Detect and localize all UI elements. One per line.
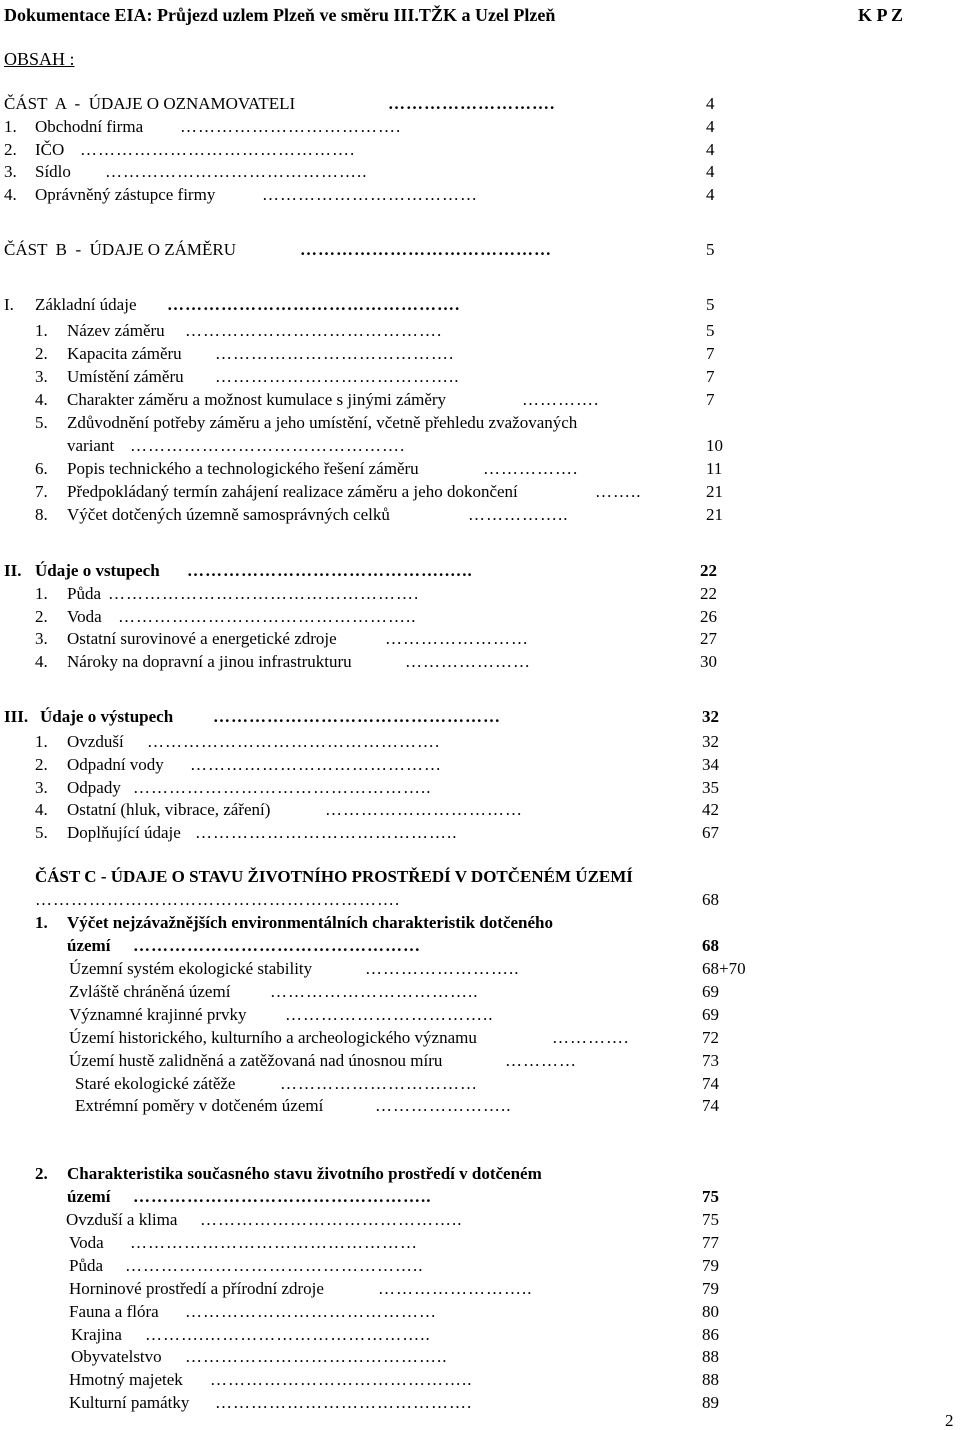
toc-num: 7. (35, 482, 48, 501)
toc-page: 77 (702, 1233, 719, 1252)
section-zakladni-udaje[interactable]: Základní údaje (35, 295, 137, 314)
section-udaje-o-vstupech[interactable]: Údaje o vstupech (35, 561, 160, 580)
toc-num: 3. (35, 629, 48, 648)
toc-page: 7 (706, 344, 715, 363)
toc-entry-zduvodneni-cont[interactable]: variant (67, 436, 115, 455)
toc-entry-umisteni-zameru[interactable]: Umístění záměru (67, 367, 184, 386)
dot-leader: ……………………………………………. (108, 585, 420, 602)
part-b-heading[interactable]: ČÁST B - ÚDAJE O ZÁMĚRU (4, 240, 237, 259)
toc-num: 1. (35, 584, 48, 603)
toc-entry-vycet-celku[interactable]: Výčet dotčených územně samosprávných celků (67, 505, 390, 524)
toc-entry-ovzdusi-a-klima[interactable]: Ovzduší a klima (66, 1210, 178, 1229)
toc-entry-horninove-prostredi[interactable]: Horninové prostředí a přírodní zdroje (69, 1279, 324, 1298)
dot-leader: …………. (522, 391, 600, 408)
toc-entry-popis-reseni[interactable]: Popis technického a technologického řešení záměru (67, 459, 419, 478)
toc-entry-sidlo[interactable]: Sídlo (35, 162, 71, 181)
toc-page: 21 (706, 482, 723, 501)
toc-entry-termin[interactable]: Předpokládaný termín zahájení realizace záměru a jeho dokončení (67, 482, 518, 501)
toc-page: 42 (702, 800, 719, 819)
dot-leader: …………………………………………. (147, 733, 441, 750)
dot-leader: …………………………………….. (200, 1211, 463, 1228)
toc-entry-hmotny-majetek[interactable]: Hmotný majetek (69, 1370, 183, 1389)
toc-entry-surovinove-zdroje[interactable]: Ostatní surovinové a energetické zdroje (67, 629, 337, 648)
toc-num: 2. (35, 755, 48, 774)
dot-leader: ………………………. (388, 95, 556, 112)
toc-entry-stare-zateze[interactable]: Staré ekologické zátěže (75, 1074, 236, 1093)
toc-entry-naroky-infrastruktura[interactable]: Nároky na dopravní a jinou infrastrukturu (67, 652, 352, 671)
dot-leader: ………………………………………….. (133, 1188, 432, 1205)
toc-page: 35 (702, 778, 719, 797)
toc-entry-voda[interactable]: Voda (67, 607, 102, 626)
toc-num: 2. (35, 344, 48, 363)
toc-page: 89 (702, 1393, 719, 1412)
section-page: 5 (706, 295, 715, 314)
section-charakteristika-stavu-cont[interactable]: území (67, 1187, 111, 1206)
dot-leader: ……………………………………………………. (35, 891, 401, 908)
toc-page: 7 (706, 367, 715, 386)
toc-entry-extremni-pomery[interactable]: Extrémní poměry v dotčeném území (75, 1096, 324, 1115)
toc-page: 74 (702, 1096, 719, 1115)
toc-num: 4. (35, 390, 48, 409)
section-page: 75 (702, 1187, 719, 1206)
toc-page: 27 (700, 629, 717, 648)
toc-page: 10 (706, 436, 723, 455)
section-num: III. (4, 707, 29, 726)
dot-leader: …………………………………….. (210, 1371, 473, 1388)
dot-leader: …………. (552, 1029, 630, 1046)
toc-page: 69 (702, 982, 719, 1001)
dot-leader: ………………………………………… (213, 708, 501, 725)
section-page: 68 (702, 936, 719, 955)
dot-leader: ………………………………. (180, 118, 402, 135)
section-vycet-charakteristik-cont[interactable]: území (67, 936, 111, 955)
dot-leader: ………………….. (375, 1097, 512, 1114)
toc-entry-obchodni-firma[interactable]: Obchodní firma (35, 117, 144, 136)
toc-num: 4. (4, 185, 17, 204)
toc-page: 79 (702, 1256, 719, 1275)
toc-entry-puda[interactable]: Půda (67, 584, 101, 603)
toc-entry-husté-zalidnena[interactable]: Území hustě zalidněná a zatěžovaná nad únosnou míru (69, 1051, 443, 1070)
part-b-page: 5 (706, 240, 715, 259)
toc-entry-historicke-uzemi[interactable]: Území historického, kulturního a archeologického významu (69, 1028, 477, 1047)
toc-page: 4 (706, 140, 715, 159)
document-title: Dokumentace EIA: Průjezd uzlem Plzeň ve směru III.TŽK a Uzel Plzeň (4, 5, 556, 25)
part-a-page: 4 (706, 94, 715, 113)
toc-heading: OBSAH : (4, 49, 75, 69)
dot-leader: ………… (505, 1052, 577, 1069)
toc-page: 72 (702, 1028, 719, 1047)
toc-entry-opravneny-zastupce[interactable]: Oprávněný zástupce firmy (35, 185, 216, 204)
dot-leader: …….. (595, 483, 642, 500)
toc-page: 69 (702, 1005, 719, 1024)
dot-leader: …………………………………….. (185, 1348, 448, 1365)
toc-page: 26 (700, 607, 717, 626)
toc-entry-kulturni-pamatky[interactable]: Kulturní památky (69, 1393, 190, 1412)
section-page: 32 (702, 707, 719, 726)
toc-page: 88 (702, 1347, 719, 1366)
dot-leader: …………………………… (280, 1075, 478, 1092)
toc-page: 75 (702, 1210, 719, 1229)
dot-leader: ……………………………………. (185, 322, 443, 339)
toc-page: 11 (706, 459, 723, 478)
toc-num: 2. (35, 607, 48, 626)
dot-leader: ……………………………………. (215, 1394, 473, 1411)
section-num: 2. (35, 1164, 48, 1183)
dot-leader: ………………………………………. (130, 437, 406, 454)
dot-leader: …………………………………… (300, 241, 552, 258)
toc-entry-ovzdusi[interactable]: Ovzduší (67, 732, 124, 751)
dot-leader: ………………………………………….. (118, 608, 417, 625)
toc-entry-nazev-zameru[interactable]: Název záměru (67, 321, 165, 340)
toc-page: 21 (706, 505, 723, 524)
toc-num: 3. (4, 162, 17, 181)
toc-entry-puda[interactable]: Půda (69, 1256, 103, 1275)
toc-page: 4 (706, 185, 715, 204)
toc-page: 30 (700, 652, 717, 671)
toc-page: 79 (702, 1279, 719, 1298)
toc-num: 4. (35, 800, 48, 819)
dot-leader: …………………………….. (285, 1006, 494, 1023)
toc-entry-ico[interactable]: IČO (35, 140, 65, 159)
section-num: II. (4, 561, 22, 580)
dot-leader: …………………………….. (270, 983, 479, 1000)
toc-num: 3. (35, 778, 48, 797)
section-charakteristika-stavu[interactable]: Charakteristika současného stavu životního prostředí v dotčeném (67, 1164, 542, 1183)
toc-entry-krajina[interactable]: Krajina (71, 1325, 122, 1344)
dot-leader: …………………………………….. (195, 824, 458, 841)
dot-leader: ……………. (483, 460, 579, 477)
dot-leader: …………………………………….. (105, 163, 368, 180)
toc-num: 5. (35, 413, 48, 432)
toc-page: 7 (706, 390, 715, 409)
part-a-heading[interactable]: ČÁST A - ÚDAJE O OZNAMOVATELI (4, 94, 296, 113)
toc-page: 86 (702, 1325, 719, 1344)
section-num: I. (4, 295, 14, 314)
toc-page: 68+70 (702, 959, 746, 978)
toc-entry-uses[interactable]: Územní systém ekologické stability (69, 959, 313, 978)
toc-entry-hluk-vibrace[interactable]: Ostatní (hluk, vibrace, záření) (67, 800, 271, 819)
toc-num: 1. (35, 732, 48, 751)
dot-leader: ……….……………………………….. (145, 1326, 431, 1343)
toc-entry-fauna-a-flora[interactable]: Fauna a flóra (69, 1302, 159, 1321)
toc-page: 67 (702, 823, 719, 842)
toc-page: 74 (702, 1074, 719, 1093)
toc-entry-kapacita-zameru[interactable]: Kapacita záměru (67, 344, 182, 363)
dot-leader: …………………………………….….. (187, 562, 473, 579)
toc-page: 22 (700, 584, 717, 603)
toc-num: 1. (35, 321, 48, 340)
dot-leader: ………………………………………. (80, 141, 356, 158)
toc-num: 6. (35, 459, 48, 478)
toc-entry-odpadni-vody[interactable]: Odpadní vody (67, 755, 164, 774)
company-mark: K P Z (858, 5, 904, 25)
dot-leader: …………….. (468, 506, 569, 523)
toc-entry-zvlaste-chranena-uzemi[interactable]: Zvláště chráněná území (69, 982, 231, 1001)
dot-leader: …………………….. (365, 960, 520, 977)
toc-entry-obyvatelstvo[interactable]: Obyvatelstvo (71, 1347, 162, 1366)
section-num: 1. (35, 913, 48, 932)
section-vycet-charakteristik[interactable]: Výčet nejzávažnějších environmentálních charakteristik dotčeného (67, 913, 554, 932)
toc-entry-voda[interactable]: Voda (69, 1233, 104, 1252)
toc-page: 32 (702, 732, 719, 751)
dot-leader: ………………………………………… (130, 1234, 418, 1251)
toc-num: 2. (4, 140, 17, 159)
section-page: 22 (700, 561, 717, 580)
section-udaje-o-vystupech[interactable]: Údaje o výstupech (40, 707, 174, 726)
dot-leader: …………………………………. (215, 345, 455, 362)
dot-leader: …………………………… (325, 801, 523, 818)
toc-entry-charakter-zameru[interactable]: Charakter záměru a možnost kumulace s jinými záměry (67, 390, 447, 409)
toc-page: 80 (702, 1302, 719, 1321)
dot-leader: ………………… (405, 653, 531, 670)
dot-leader: …………………………………… (185, 1303, 437, 1320)
toc-num: 1. (4, 117, 17, 136)
dot-leader: ………………………………………….. (133, 779, 432, 796)
toc-entry-doplnujici-udaje[interactable]: Doplňující údaje (67, 823, 181, 842)
toc-entry-zduvodneni[interactable]: Zdůvodnění potřeby záměru a jeho umístění, včetně přehledu zvažovaných (67, 413, 578, 432)
toc-page: 88 (702, 1370, 719, 1389)
part-c-page: 68 (702, 890, 719, 909)
toc-num: 5. (35, 823, 48, 842)
part-c-heading[interactable]: ČÁST C - ÚDAJE O STAVU ŽIVOTNÍHO PROSTŘEDÍ V DOTČENÉM ÚZEMÍ (35, 867, 633, 886)
dot-leader: ………………………………….. (215, 368, 460, 385)
toc-num: 4. (35, 652, 48, 671)
dot-leader: ………………………………………….. (125, 1257, 424, 1274)
dot-leader: …………………….. (378, 1280, 533, 1297)
dot-leader: …………………………………… (190, 756, 442, 773)
dot-leader: …………………… (385, 630, 529, 647)
toc-entry-odpady[interactable]: Odpady (67, 778, 121, 797)
toc-num: 8. (35, 505, 48, 524)
toc-page: 34 (702, 755, 719, 774)
toc-page: 4 (706, 117, 715, 136)
toc-page: 5 (706, 321, 715, 340)
dot-leader: …………………………………………. (167, 296, 461, 313)
toc-num: 3. (35, 367, 48, 386)
dot-leader: ………………………………………… (133, 937, 421, 954)
toc-page: 73 (702, 1051, 719, 1070)
toc-entry-vyznamne-krajinne-prvky[interactable]: Významné krajinné prvky (69, 1005, 247, 1024)
toc-page: 4 (706, 162, 715, 181)
dot-leader: ……………………………… (262, 186, 478, 203)
page-number: 2 (945, 1411, 954, 1430)
